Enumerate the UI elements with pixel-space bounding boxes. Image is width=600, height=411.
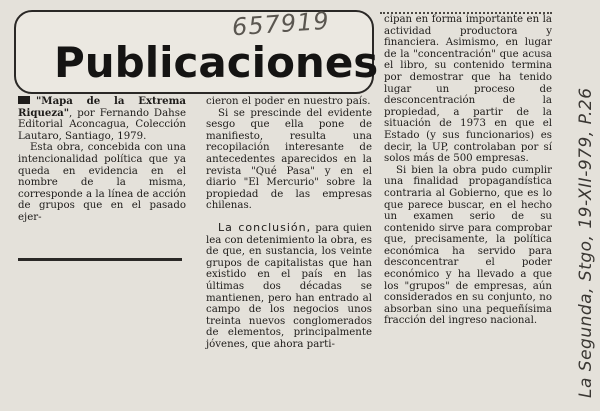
paragraph-text: para quien lea con detenimiento la obra, es de que, en sustancia, los veinte grupos de capitalistas que han existido en el país en las últimas dos décadas se mantienen, pero han entrado al campo de los negocios unos treinta nuevos conglomerados de elementos, principalmente jóvenes, que ahora parti- [206, 222, 372, 350]
book-reference [18, 96, 186, 142]
paragraph: Si bien la obra pudo cumplir una finalidad propagandística contraria al Gobierno, que es lo que parece buscar, en el hecho un examen serio de su contenido sirve para comprobar que, precisamente, la política económica ha servido para desconcentrar el poder económico y ha llevado a que los "grupos" de empresas, aún considerados en su conjunto, no absorban sino una pequeñísima fracción del ingreso nacional. [384, 164, 552, 327]
book-title: "Mapa de la Extrema Riqueza" [18, 95, 186, 119]
headline: Publicaciones [54, 38, 379, 87]
column-3 [384, 14, 552, 327]
paragraph: cipan en forma importante en la actividad productora y financiera. Asimismo, en lugar de la "concentración" que acusa el libro, su contenido termina por demostrar que ha tenido lugar un proceso de desconcentración de la propiedad, a partir de la situación de 1973 en que el Estado (y sus funcionarios) es decir, la UP, controlaban por sí solos más de 500 empresas. [384, 14, 552, 165]
paragraph: cieron el poder en nuestro país. [206, 96, 371, 107]
column-1 [18, 96, 186, 224]
source-note-text: La Segunda, Stgo, 19-XII-979, P.26 [576, 87, 596, 398]
paragraph: Si se prescinde del evidente sesgo que ella pone de manifiesto, resulta una recopilación interesante de antecedentes aparecidos en la revista "Qué Pasa" y en el diario "El Mercurio" sobre la propiedad de las empresas chilenas. [206, 107, 372, 212]
column-rule [18, 258, 182, 261]
book-details: , por Fernando Dahse Editorial Aconcagua, Colección Lautaro, Santiago, 1979. [18, 107, 186, 142]
paragraph: Esta obra, concebida con una intencionalidad política que ya queda en evidencia en el nombre de la misma, corresponde a la línea de acción de grupos que en el pasado ejer- [18, 142, 186, 223]
square-bullet-icon [18, 96, 30, 104]
paragraph [206, 222, 372, 351]
column-2 [206, 96, 372, 350]
handwritten-number: 657919 [231, 6, 331, 42]
handwritten-source-note [560, 48, 600, 408]
paragraph-lead-in: La conclusión, [218, 220, 312, 234]
